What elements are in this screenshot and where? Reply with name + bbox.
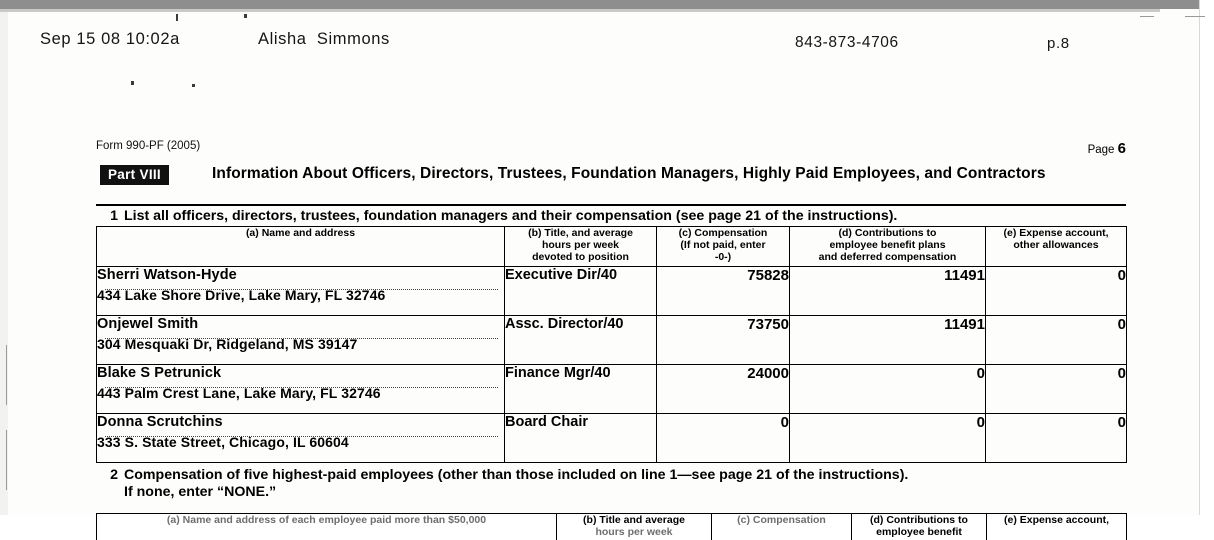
scan-edge-top-secondary (0, 9, 1160, 12)
column-header-title-hours (505, 227, 657, 267)
scan-speck (176, 14, 178, 21)
officer-address: 434 Lake Shore Drive, Lake Mary, FL 32746 (97, 287, 386, 303)
scan-tick-mark (1140, 16, 1154, 17)
officer-contributions: 0 (790, 414, 986, 463)
officer-title: Board Chair (505, 414, 657, 463)
column-header-compensation (712, 514, 852, 540)
table-row (97, 365, 1127, 414)
fax-date: Sep 15 08 10:02a (40, 30, 180, 48)
officer-contributions: 11491 (790, 267, 986, 316)
officer-expense-account: 0 (986, 267, 1127, 316)
highest-paid-employees-table (96, 513, 1127, 540)
part-viii-heading (96, 164, 1126, 204)
table-header-row (97, 514, 1127, 540)
scan-speck (131, 81, 134, 85)
officer-expense-account: 0 (986, 316, 1127, 365)
column-header-expense-account (987, 514, 1127, 540)
fax-header (0, 30, 1160, 54)
officer-title: Assc. Director/40 (505, 316, 657, 365)
line-1-text: List all officers, directors, trustees, foundation managers and their compensation (see page 21 of the instructions). (124, 208, 898, 224)
column-header-line: employee benefit plans (829, 239, 946, 252)
column-header-line: (c) Compensation (678, 227, 768, 239)
officer-compensation: 75828 (657, 267, 790, 316)
column-header-contributions (852, 514, 987, 540)
form-page-number: 6 (1117, 140, 1126, 157)
officer-compensation: 73750 (657, 316, 790, 365)
scan-speck (244, 14, 247, 18)
scan-edge-top (0, 0, 1214, 9)
dotted-rule (105, 338, 498, 339)
scan-tick-mark (1185, 16, 1205, 17)
officer-contributions: 11491 (790, 316, 986, 365)
column-header-line: other allowances (1013, 239, 1099, 252)
column-header-title-hours (557, 514, 712, 540)
line-2-number: 2 (110, 467, 118, 483)
part-title: Information About Officers, Directors, Trustees, Foundation Managers, Highly Paid Employees, and Contractors (212, 165, 1046, 182)
table-row (97, 267, 1127, 316)
scan-tick-mark (6, 430, 7, 490)
column-header-line: (a) Name and address of each employee paid more than $50,000 (166, 514, 487, 526)
column-header-line: hours per week (541, 239, 620, 252)
officer-address: 443 Palm Crest Lane, Lake Mary, FL 32746 (97, 385, 381, 401)
officer-compensation: 24000 (657, 365, 790, 414)
dotted-rule (105, 289, 498, 290)
officer-compensation: 0 (657, 414, 790, 463)
officer-address: 333 S. State Street, Chicago, IL 60604 (97, 434, 349, 450)
form-990pf-body (96, 140, 1126, 540)
column-header-employee-name-address (97, 514, 557, 540)
line-2-text: Compensation of five highest-paid employees (other than those included on line 1—see page 21 of the instructions). (124, 467, 909, 483)
officer-contributions: 0 (790, 365, 986, 414)
table-row (97, 414, 1127, 463)
officer-name: Donna Scrutchins (97, 414, 223, 430)
officer-title: Finance Mgr/40 (505, 365, 657, 414)
column-header-line: (b) Title, and average (528, 227, 633, 239)
line-2-instruction (96, 463, 1126, 503)
fax-page-number: p.8 (1047, 35, 1070, 52)
column-header-line: -0-) (714, 251, 732, 264)
officer-expense-account: 0 (986, 365, 1127, 414)
officer-title: Executive Dir/40 (505, 267, 657, 316)
form-header-row (96, 140, 1126, 158)
scan-speck (192, 84, 195, 87)
fax-sender-name: Alisha Simmons (258, 30, 390, 48)
column-header-compensation (657, 227, 790, 267)
table-header-row (97, 227, 1127, 267)
column-header-line: and deferred compensation (818, 251, 957, 264)
officer-name-address-cell (97, 267, 505, 316)
column-header-line: (b) Title and average (583, 514, 685, 526)
column-header-line: (If not paid, enter (680, 239, 766, 252)
column-header-line: hours per week (595, 526, 673, 539)
column-header-expense-account (986, 227, 1127, 267)
officer-name: Blake S Petrunick (97, 365, 222, 381)
column-header-line: (e) Expense account, (1003, 514, 1110, 526)
line-1-number: 1 (110, 208, 118, 224)
officer-name-address-cell (97, 414, 505, 463)
officer-name-address-cell (97, 365, 505, 414)
column-header-line: (d) Contributions to (838, 227, 937, 239)
column-header-line: (d) Contributions to (870, 514, 968, 526)
scan-tick-mark (6, 345, 7, 405)
column-header-contributions (790, 227, 986, 267)
part-badge: Part VIII (100, 165, 169, 185)
form-page-label: Page (1087, 144, 1115, 156)
line-1-instruction (96, 204, 1126, 226)
column-header-name-address (97, 227, 505, 267)
officer-name: Sherri Watson-Hyde (97, 267, 237, 283)
column-header-line: employee benefit (876, 526, 962, 539)
officers-compensation-table (96, 226, 1127, 463)
column-header-line: (c) Compensation (737, 514, 826, 526)
form-identifier: Form 990-PF (2005) (96, 140, 201, 152)
table-row (97, 316, 1127, 365)
dotted-rule (105, 436, 498, 437)
fax-phone-number: 843-873-4706 (795, 34, 899, 51)
officer-address: 304 Mesquaki Dr, Ridgeland, MS 39147 (97, 336, 358, 352)
officer-name: Onjewel Smith (97, 316, 199, 332)
officer-expense-account: 0 (986, 414, 1127, 463)
column-header-line: (a) Name and address (245, 227, 356, 239)
dotted-rule (105, 387, 498, 388)
column-header-line: devoted to position (532, 251, 629, 264)
column-header-line: (e) Expense account, (1003, 227, 1109, 239)
line-2-text-continued: If none, enter “NONE.” (124, 484, 277, 500)
officer-name-address-cell (97, 316, 505, 365)
scan-edge-right (1199, 0, 1214, 515)
form-page-indicator (1088, 140, 1126, 157)
